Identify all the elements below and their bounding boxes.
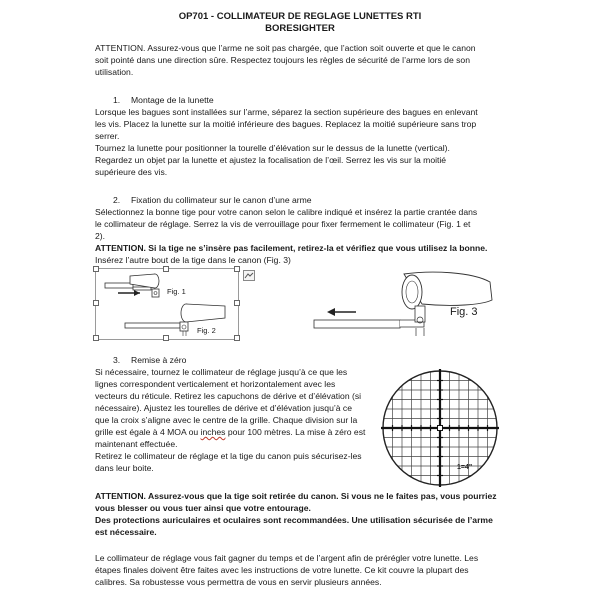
closing-line: Le collimateur de réglage vous fait gagner du temps et de l’argent afin de prérégler votre lunette. Les (95, 553, 479, 563)
layout-options-icon[interactable] (243, 270, 255, 281)
section1-line: Lorsque les bagues sont installées sur l’arme, séparez la section supérieure des bagues en enlevant (95, 107, 478, 117)
section2-heading: Fixation du collimateur sur le canon d’une arme (131, 195, 312, 205)
final-warning-line: ATTENTION. Assurez-vous que la tige soit retirée du canon. Si vous ne le faites pas, vous pourriez (95, 491, 497, 501)
document-title: OP701 - COLLIMATEUR DE REGLAGE LUNETTES RTI (178, 11, 422, 22)
intro-line: ATTENTION. Assurez-vous que l’arme ne soit pas chargée, que l’action soit ouverte et que le canon (95, 43, 476, 53)
figure-2-illustration (120, 303, 235, 337)
figure-3-illustration (312, 270, 502, 340)
section1-line: Regardez un objet par la lunette et ajustez la focalisation de l’œil. Serrez les vis sur la moitié (95, 155, 447, 165)
grid-scale-label: 1=4" (457, 464, 473, 471)
section3-line: grille est égale à 4 MOA ou inches pour 100 mètres. La mise à zéro est (95, 427, 366, 437)
section2-line: Sélectionnez la bonne tige pour votre canon selon le calibre indiqué et insérez la partie crantée dans (95, 207, 478, 217)
section3-line: que la croix s’aligne avec le centre de la grille. Chaque division sur la (95, 415, 358, 425)
section3-line: vecteurs du réticule. Retirez les capuchons de dérive et d’élévation (si (95, 391, 362, 401)
section2-insert-line: Insérez l’autre bout de la tige dans le canon (Fig. 3) (95, 255, 291, 265)
intro-line: soit pointé dans une direction sûre. Respectez toujours les règles de sécurité de l’arme lors de son (95, 55, 470, 65)
section3-line: maintenant effectuée. (95, 439, 178, 449)
section3-line: dans leur boite. (95, 463, 154, 473)
resize-handle[interactable] (93, 335, 99, 341)
section1-heading: Montage de la lunette (131, 95, 214, 105)
reticle-grid-illustration (380, 368, 500, 488)
section1-line: Tournez la lunette pour positionner la tourelle d’élévation sur le dessus de la lunette (vertical). (95, 143, 450, 153)
final-warning-line: Des protections auriculaires et oculaires sont recommandées. Une utilisation sécurisée de l’arme (95, 515, 493, 525)
closing-line: étapes finales doivent être faites avec les instructions de votre lunette. Ce kit couvre la plupart des (95, 565, 469, 575)
section3-line: Retirez le collimateur de réglage et la tige du canon puis sécurisez-les (95, 451, 362, 461)
section1-line: serrer. (95, 131, 120, 141)
section3-heading: Remise à zéro (131, 355, 187, 365)
final-warning-line: vous blesser ou vous tuer ainsi que votre entourage. (95, 503, 311, 513)
section2-warning: ATTENTION. Si la tige ne s’insère pas facilement, retirez-la et vérifiez que vous utilisez la bonne. (95, 243, 488, 253)
closing-line: calibres. Sa robustesse vous permettra de vous en servir plusieurs années. (95, 577, 382, 587)
final-warning-line: est nécessaire. (95, 527, 157, 537)
inches-word: inches (200, 427, 226, 437)
fig1-label: Fig. 1 (167, 287, 186, 296)
resize-handle[interactable] (93, 300, 99, 306)
section3-line: Si nécessaire, tournez le collimateur de réglage jusqu’à ce que les (95, 367, 348, 377)
document-subtitle: BORESIGHTER (265, 23, 335, 34)
section1-line: les vis. Placez la lunette sur la moitié inférieure des bagues. Replacez la moitié supérieure sans trop (95, 119, 477, 129)
resize-handle[interactable] (93, 266, 99, 272)
section2-number: 2. (113, 195, 121, 205)
section3-number: 3. (113, 355, 121, 365)
section1-number: 1. (113, 95, 121, 105)
grid-center-square (438, 426, 443, 431)
section3-line: nécessaire). Ajustez les tourelles de dérive et d’élévation jusqu’à ce (95, 403, 353, 413)
fig2-label: Fig. 2 (197, 326, 216, 335)
section3-line: lignes correspondent verticalement et horizontalement avec les (95, 379, 336, 389)
fig3-label: Fig. 3 (450, 306, 478, 318)
intro-line: utilisation. (95, 67, 134, 77)
section1-line: supérieure des vis. (95, 167, 168, 177)
section2-line: 2). (95, 231, 106, 241)
section2-line: le collimateur de réglage. Serrez la vis de verrouillage pour fixer fermement le collimateur (Fig. 1 et (95, 219, 471, 229)
